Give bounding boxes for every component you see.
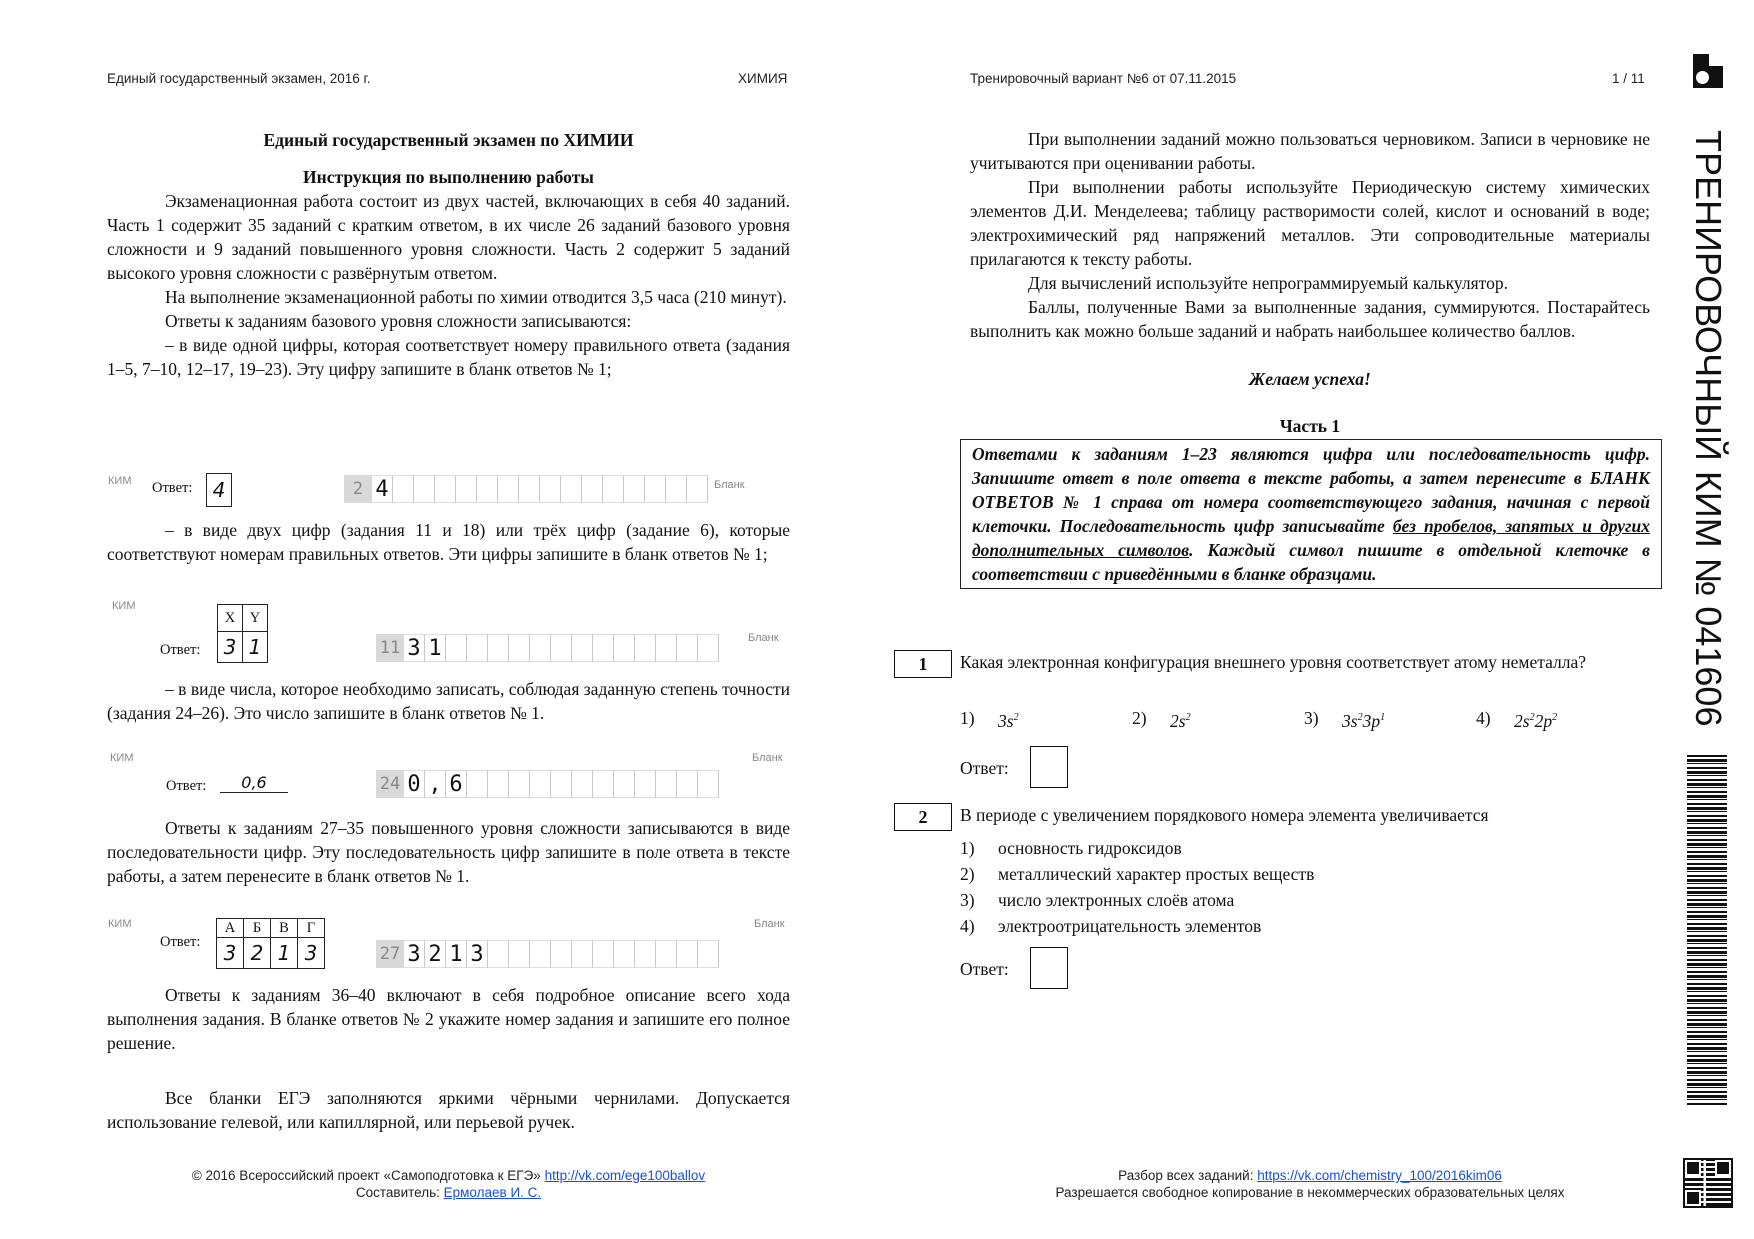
footer-link-solutions[interactable]: https://vk.com/chemistry_100/2016kim06: [1257, 1168, 1502, 1183]
kim-label: КИМ: [108, 475, 132, 487]
strip-cell: 4: [372, 475, 393, 503]
blank-strip: [376, 940, 719, 968]
option-text: металлический характер простых веществ: [998, 864, 1315, 884]
answer-label: Ответ:: [160, 642, 201, 658]
answer-example-3: [108, 752, 788, 802]
header-subject: ХИМИЯ: [738, 71, 788, 86]
blank-strip: [376, 770, 719, 798]
option-3-formula: $3s^23p^1$: [1342, 710, 1386, 731]
answer-box-2[interactable]: [1030, 947, 1068, 989]
blank-label: Бланк: [752, 752, 783, 764]
paragraph: Баллы, полученные Вами за выполненные задания, суммируются. Постарайтесь выполнить как можно больше заданий и набрать наибольшее количество баллов.: [970, 297, 1650, 341]
strip-cell: 0: [404, 770, 425, 798]
option-text: число электронных слоёв атома: [998, 890, 1235, 910]
question-number: 1: [894, 650, 952, 678]
footer-link-vk[interactable]: http://vk.com/ege100ballov: [544, 1168, 706, 1183]
grid-value: 1: [243, 632, 268, 663]
part1-instruction-box: [960, 439, 1662, 589]
vertical-title: ТРЕНИРОВОЧНЫЙ КИМ № 041606: [1688, 130, 1729, 727]
instruction-title: Инструкция по выполнению работы: [303, 167, 594, 187]
paragraph: Экзаменационная работа состоит из двух частей, включающих в себя 40 заданий. Часть 1 содержит 35 заданий с кратким ответом, в их числе 26 заданий базового уровня сложности и 9 заданий повышенного уровня сложности. Часть 2 содержит 5 заданий высокого уровня сложности с развёрнутым ответом.: [107, 191, 790, 283]
grid-header: Б: [244, 919, 271, 938]
option-number: 1): [960, 838, 975, 858]
answer-label: Ответ:: [166, 778, 207, 794]
option-1-formula: $3s^2$: [998, 710, 1019, 731]
instructions-block-4: [107, 816, 790, 888]
paragraph: – в виде двух цифр (задания 11 и 18) или трёх цифр (задание 6), которые соответствуют номерам правильных ответов. Эти цифры запишите в бланк ответов № 1;: [107, 520, 790, 564]
grid-header: Y: [243, 605, 268, 632]
blank-strip: [344, 475, 708, 503]
option-4-formula: $2s^22p^2$: [1514, 710, 1558, 731]
question-text: Какая электронная конфигурация внешнего уровня соответствует атому неметалла?: [960, 652, 1587, 672]
blank-label: Бланк: [714, 479, 745, 491]
answer-box: 4: [206, 473, 232, 507]
paragraph: Для вычислений используйте непрограммируемый калькулятор.: [1028, 273, 1508, 293]
instructions-block-6: [107, 1086, 790, 1134]
option-number: 4): [960, 916, 975, 936]
option-2-formula: $2s^2$: [1170, 710, 1191, 731]
question-options: [960, 706, 1660, 732]
blank-strip: [376, 634, 719, 662]
answer-example-4: [108, 918, 788, 972]
option-number: 2): [1132, 708, 1147, 728]
kim-label: КИМ: [112, 600, 136, 612]
footer-author-label: Составитель:: [355, 1185, 440, 1200]
instructions-block-5: [107, 983, 790, 1055]
strip-cell: 3: [467, 940, 488, 968]
blank-label: Бланк: [754, 918, 785, 930]
option-item: [960, 913, 1314, 939]
grid-value: 3: [298, 938, 325, 969]
answer-example-1: [108, 473, 788, 513]
option-number: 4): [1476, 708, 1491, 728]
vertical-title-area: [1683, 130, 1733, 727]
instructions-block-3: [107, 677, 790, 725]
kim-label: КИМ: [108, 918, 132, 930]
left-footer: [107, 1167, 790, 1201]
option-number: 1): [960, 708, 975, 728]
right-footer: [970, 1167, 1650, 1201]
paragraph: – в виде одной цифры, которая соответствует номеру правильного ответа (задания 1–5, 7–10, 12–17, 19–23). Эту цифру запишите в бланк ответов № 1;: [107, 335, 790, 379]
strip-number: 11: [376, 634, 404, 662]
instructions-block-1: [107, 189, 790, 381]
box-text: Ответами к заданиям 1–23 являются цифра или последовательность цифр. Запишите ответ в поле ответа в тексте работы, а затем перенесите в БЛАНК ОТВЕТОВ № 1 справа от номера соответствующего задания, начиная с первой клеточки. Последовательность цифр записывайте: [972, 444, 1650, 536]
answer-label: Ответ:: [160, 934, 201, 950]
answer-example-2: [108, 600, 788, 666]
grid-header: X: [218, 605, 243, 632]
answer-grid: [217, 604, 268, 663]
footer-copy-note: Разрешается свободное копирование в некоммерческих образовательных целях: [1055, 1185, 1565, 1200]
grid-header: А: [217, 919, 244, 938]
answer-box-1[interactable]: [1030, 746, 1068, 788]
footer-copyright: © 2016 Всероссийский проект «Самоподготовка к ЕГЭ»: [191, 1168, 541, 1183]
box-text: . Каждый символ пишите в отдельной клеточке в соответствии с приведёнными в бланке образцами.: [972, 540, 1650, 584]
option-item: [960, 835, 1314, 861]
page-number: 1 / 11: [1612, 71, 1645, 86]
box-text-underlined: без пробелов, запятых и других дополнительных символов: [972, 516, 1650, 560]
strip-cell: 6: [446, 770, 467, 798]
paragraph: При выполнении работы используйте Периодическую систему химических элементов Д.И. Менделеева; таблицу растворимости солей, кислот и оснований в воде; электрохимический ряд напряжений металлов. Эти сопроводительные материалы прилагаются к тексту работы.: [970, 177, 1650, 269]
paragraph: Ответы к заданиям 27–35 повышенного уровня сложности записываются в виде последовательности цифр. Эту последовательность цифр запишите в поле ответа в тексте работы, а затем перенесите в бланк ответов № 1.: [107, 818, 790, 886]
strip-number: 2: [344, 475, 372, 503]
footer-prefix: Разбор всех заданий:: [1118, 1168, 1254, 1183]
strip-number: 27: [376, 940, 404, 968]
grid-value: 1: [271, 938, 298, 969]
question-options: [960, 835, 1314, 939]
strip-cell: ,: [425, 770, 446, 798]
grid-value: 2: [244, 938, 271, 969]
page-title: Единый государственный экзамен по ХИМИИ: [263, 130, 634, 150]
strip-cell: 1: [425, 634, 446, 662]
paragraph: Все бланки ЕГЭ заполняются яркими чёрными чернилами. Допускается использование гелевой, или капиллярной, или перьевой ручек.: [107, 1088, 790, 1132]
paragraph: Ответы к заданиям 36–40 включают в себя подробное описание всего хода выполнения задания. В бланке ответов № 2 укажите номер задания и запишите его полное решение.: [107, 985, 790, 1053]
grid-value: 3: [217, 938, 244, 969]
blank-label: Бланк: [748, 632, 779, 644]
strip-cell: 2: [425, 940, 446, 968]
answer-label: Ответ:: [960, 758, 1009, 778]
good-luck-text: Желаем успеха!: [1249, 369, 1371, 389]
question-number: 2: [894, 803, 952, 831]
paragraph: – в виде числа, которое необходимо записать, соблюдая заданную степень точности (задания 24–26). Это число запишите в бланк ответов № 1.: [107, 679, 790, 723]
instructions-block-2: [107, 518, 790, 566]
general-instructions: [970, 127, 1650, 343]
paragraph: Ответы к заданиям базового уровня сложности записываются:: [165, 311, 632, 331]
answer-label: Ответ:: [152, 480, 193, 496]
grid-header: В: [271, 919, 298, 938]
answer-label: Ответ:: [960, 959, 1009, 979]
paragraph: При выполнении заданий можно пользоваться черновиком. Записи в черновике не учитываются при оценивании работы.: [970, 129, 1650, 173]
strip-cell: 3: [404, 634, 425, 662]
strip-cell: 1: [446, 940, 467, 968]
option-number: 3): [960, 890, 975, 910]
grid-value: 3: [218, 632, 243, 663]
option-item: [960, 861, 1314, 887]
option-number: 3): [1304, 708, 1319, 728]
barcode-icon: [1687, 755, 1727, 1105]
option-number: 2): [960, 864, 975, 884]
qr-code-icon: [1683, 1158, 1733, 1208]
question-text: В периоде с увеличением порядкового номера элемента увеличивается: [960, 805, 1489, 825]
header-exam-title: Единый государственный экзамен, 2016 г.: [107, 71, 371, 86]
strip-cell: 3: [404, 940, 425, 968]
paragraph: На выполнение экзаменационной работы по химии отводится 3,5 часа (210 минут).: [165, 287, 787, 307]
grid-header: Г: [298, 919, 325, 938]
option-text: основность гидроксидов: [998, 838, 1182, 858]
part-title: Часть 1: [1279, 416, 1341, 436]
option-text: электроотрицательность элементов: [998, 916, 1262, 936]
answer-grid: [216, 918, 325, 969]
header-variant: Тренировочный вариант №6 от 07.11.2015: [970, 71, 1237, 86]
footer-author-link[interactable]: Ермолаев И. С.: [443, 1185, 542, 1200]
strip-number: 24: [376, 770, 404, 798]
answer-line: 0,6: [220, 773, 288, 793]
option-item: [960, 887, 1314, 913]
kim-label: КИМ: [110, 752, 134, 764]
logo-icon: [1693, 54, 1723, 88]
